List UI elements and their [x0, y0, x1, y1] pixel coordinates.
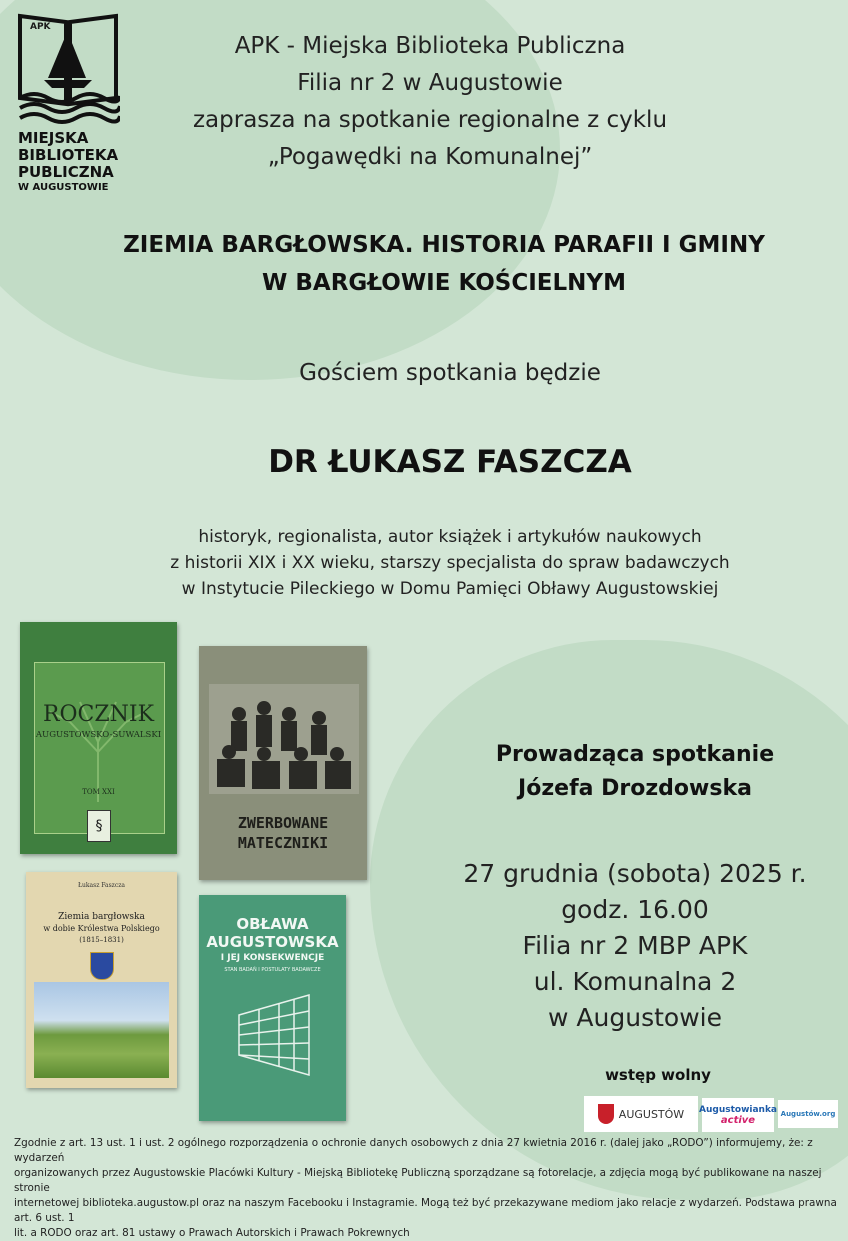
event-city: w Augustowie	[548, 1003, 722, 1032]
event-title	[40, 226, 848, 302]
sponsor-augustowianka-label: Augustowianka	[699, 1104, 778, 1115]
bio-line-3: w Instytucie Pileckiego w Domu Pamięci Obławy Augustowskiej	[181, 579, 719, 599]
host-line-2: Józefa Drozdowska	[518, 776, 752, 801]
event-street: ul. Komunalna 2	[533, 967, 737, 996]
logo-abbr: APK	[30, 22, 51, 32]
title-line-1: ZIEMIA BARGŁOWSKA. HISTORIA PARAFII I GMINY	[123, 232, 765, 258]
book4-title-line-3: I JEJ KONSEKWENCJE	[220, 953, 325, 963]
guest-name: DR ŁUKASZ FASZCZA	[268, 444, 632, 480]
book-cover-zwerbowane	[199, 646, 367, 880]
logo-line-3: PUBLICZNA	[18, 163, 114, 181]
gdpr-footer	[14, 1136, 840, 1241]
footer-line-3: internetowej biblioteka.augustow.pl oraz na naszym Facebooku i Instagramie. Mogą też być przekazywane mediom jako relacje z wydarzeń. Podstawa prawna art. 6 ust. 1	[14, 1197, 837, 1224]
book4-title-line-2: AUGUSTOWSKA	[206, 933, 339, 951]
bio-line-1: historyk, regionalista, autor książek i artykułów naukowych	[198, 527, 702, 547]
book3-title-line-3: (1815–1831)	[79, 936, 124, 944]
logo-line-1: MIEJSKA	[18, 129, 89, 147]
book1-title: ROCZNIK	[42, 702, 155, 727]
header-line-4: „Pogawędki na Komunalnej”	[267, 144, 593, 170]
sponsor-augustow	[584, 1096, 698, 1132]
book1-subtitle: AUGUSTOWSKO-SUWALSKI	[35, 730, 162, 740]
landscape-photo	[34, 982, 169, 1078]
sponsor-active-label: active	[720, 1114, 756, 1126]
bio-line-2: z historii XIX i XX wieku, starszy specjalista do spraw badawczych	[170, 553, 730, 573]
book2-title-line-1: ZWERBOWANE	[237, 814, 329, 832]
book-cover-oblawa	[199, 895, 346, 1121]
coat-of-arms-icon	[90, 952, 114, 980]
entry-info: wstęp wolny	[605, 1066, 711, 1084]
book4-title-line-1: OBŁAWA	[236, 915, 309, 933]
book3-title-line-1: Ziemia bargłowska	[58, 912, 145, 922]
event-details	[430, 856, 840, 1036]
book1-emblem-icon: §	[87, 810, 111, 842]
book3-title-line-2: w dobie Królestwa Polskiego	[43, 924, 160, 933]
host-block	[455, 738, 815, 806]
sponsor-augustow-org	[778, 1100, 838, 1128]
logo-line-4: W AUGUSTOWIE	[18, 182, 109, 193]
book-cover-ziemia-barglowska	[26, 872, 177, 1088]
sponsor-augustow-label: AUGUSTÓW	[618, 1107, 685, 1121]
title-line-2: W BARGŁOWIE KOŚCIELNYM	[262, 270, 626, 296]
logo-text	[18, 130, 118, 195]
header-line-1: APK - Miejska Biblioteka Publiczna	[234, 33, 626, 59]
guest-intro: Gościem spotkania będzie	[299, 360, 601, 386]
header-line-2: Filia nr 2 w Augustowie	[297, 70, 563, 96]
brick-wall-icon	[229, 985, 319, 1085]
book4-title-line-4: STAN BADAŃ I POSTULATY BADAWCZE	[224, 967, 321, 973]
host-line-1: Prowadząca spotkanie	[495, 742, 775, 767]
footer-line-2: organizowanych przez Augustowskie Placówki Kultury - Miejską Bibliotekę Publiczną sporządzane są fotorelacje, a zdjęcia mogą być publikowane na naszej stronie	[14, 1167, 822, 1194]
sponsor-augustow-org-label: Augustów.org	[780, 1110, 836, 1118]
book2-title-line-2: MATECZNIKI	[237, 834, 329, 852]
logo-line-2: BIBLIOTEKA	[18, 146, 119, 164]
footer-line-4: lit. a RODO oraz art. 81 ustawy o Prawach Autorskich i Prawach Pokrewnych	[14, 1227, 410, 1239]
book1-volume: TOM XXI	[82, 788, 115, 796]
group-photo-icon	[209, 684, 359, 794]
footer-line-1: Zgodnie z art. 13 ust. 1 i ust. 2 ogólnego rozporządzenia o ochronie danych osobowych z dnia 27 kwietnia 2016 r. (dalej jako „RODO”) informujemy, że: z wydarzeń	[14, 1137, 813, 1164]
guest-bio	[0, 524, 848, 602]
book-cover-rocznik	[20, 622, 177, 854]
event-date: 27 grudnia (sobota) 2025 r.	[463, 859, 807, 888]
event-time: godz. 16.00	[561, 895, 709, 924]
event-place: Filia nr 2 MBP APK	[522, 931, 748, 960]
book3-author: Łukasz Faszcza	[78, 882, 125, 889]
header-block	[130, 28, 730, 176]
tree-illustration-icon	[40, 682, 157, 802]
sponsor-augustowianka	[699, 1098, 778, 1132]
header-line-3: zaprasza na spotkanie regionalne z cyklu	[192, 107, 668, 133]
augustow-crest-icon	[598, 1104, 614, 1124]
